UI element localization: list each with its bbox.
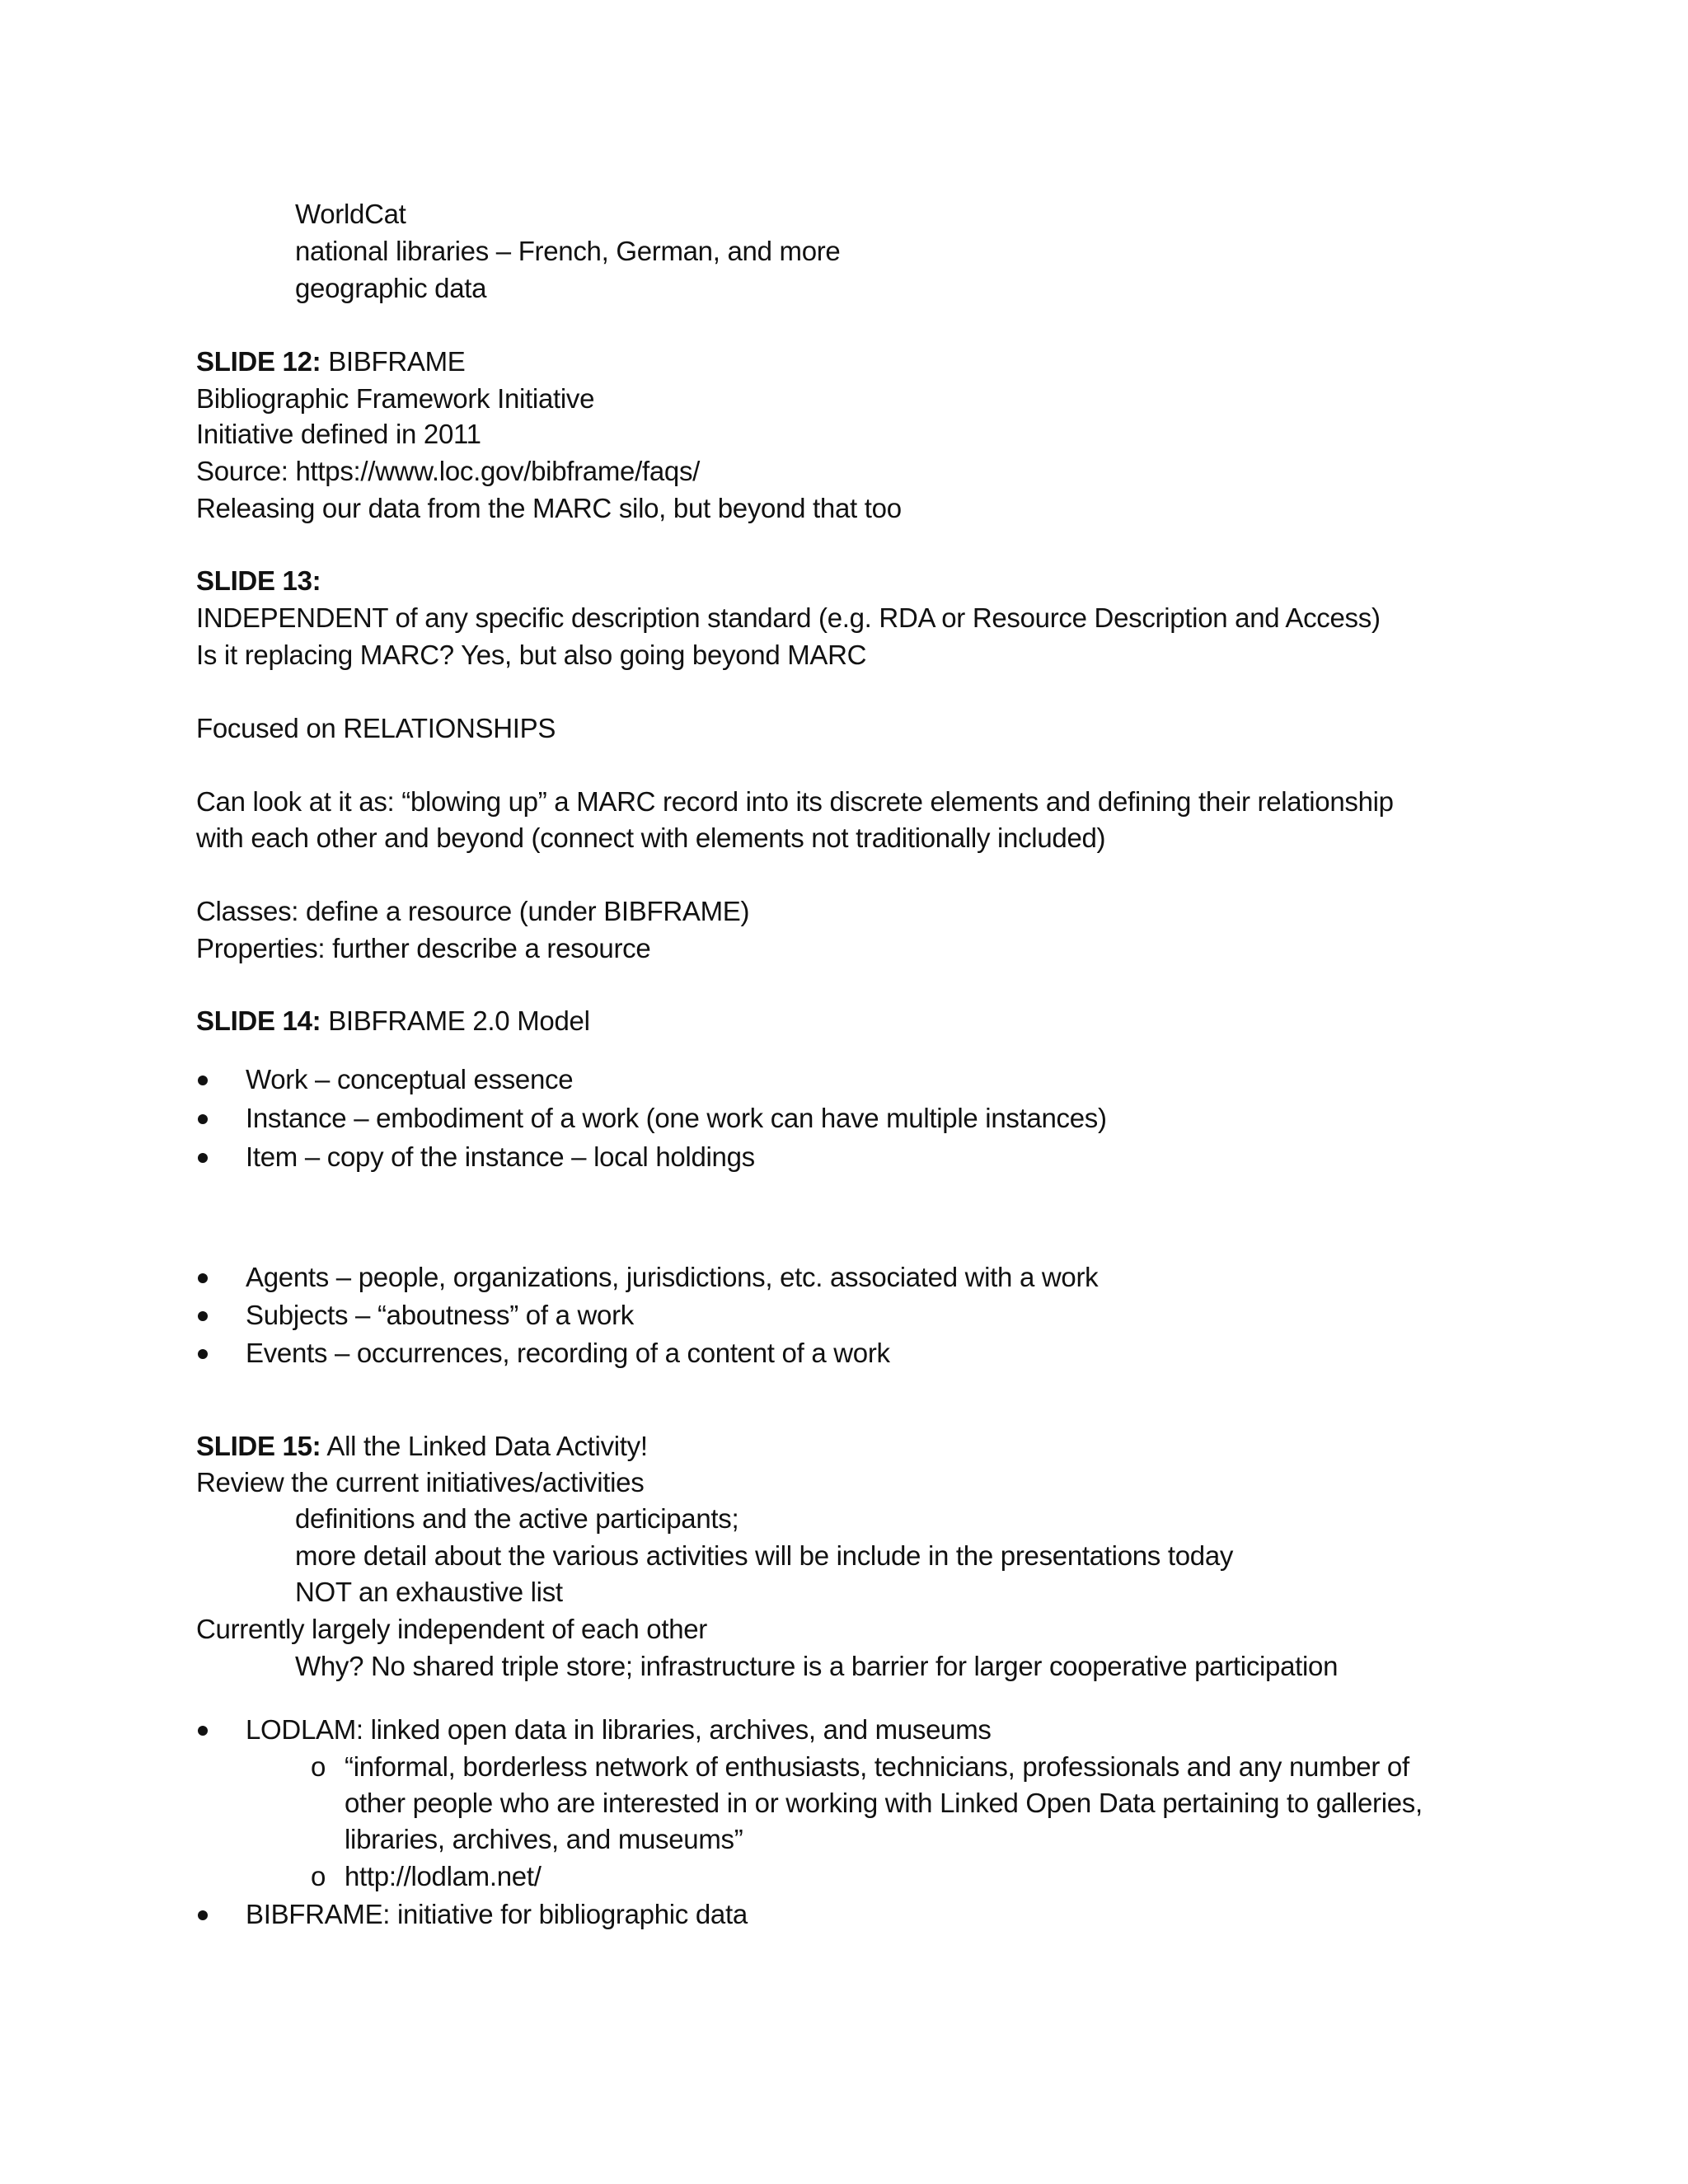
slide-12-label: SLIDE 12: — [196, 346, 321, 377]
slide-12-title: BIBFRAME — [328, 346, 466, 377]
bullet-dot — [198, 1349, 208, 1359]
slide-15-title: All the Linked Data Activity! — [326, 1431, 648, 1461]
slide-13-line: INDEPENDENT of any specific description standard (e.g. RDA or Resource Description and Access) — [196, 602, 1381, 633]
slide-12-line — [196, 457, 700, 485]
sub-list-item-url: http://lodlam.net/ — [345, 1861, 542, 1891]
slide-13-line: Classes: define a resource (under BIBFRAME) — [196, 896, 750, 926]
slide-13-line: with each other and beyond (connect with elements not traditionally included) — [196, 823, 1106, 853]
slide-15-line: Currently largely independent of each other — [196, 1614, 707, 1644]
slide-14-heading — [196, 1007, 590, 1034]
bullet-dot — [198, 1273, 208, 1283]
slide-15-indent-line: Why? No shared triple store; infrastructure is a barrier for larger cooperative participation — [295, 1651, 1339, 1681]
bullet-dot — [198, 1153, 208, 1163]
slide-13-line: Focused on RELATIONSHIPS — [196, 713, 556, 743]
slide-15-heading — [196, 1432, 648, 1460]
slide-12-line: Initiative defined in 2011 — [196, 419, 481, 449]
list-item-lodlam: LODLAM: linked open data in libraries, archives, and museums — [246, 1714, 992, 1745]
slide-13-line: Is it replacing MARC? Yes, but also going beyond MARC — [196, 640, 867, 670]
bullet-dot — [198, 1114, 208, 1124]
list-item: Work – conceptual essence — [246, 1064, 574, 1094]
sub-list-item-continued: libraries, archives, and museums” — [345, 1824, 743, 1854]
sub-bullet-marker: o — [311, 1861, 326, 1891]
slide-15-indent-line: definitions and the active participants; — [295, 1503, 739, 1534]
bullet-dot — [198, 1726, 208, 1736]
slide-15-indent-line: more detail about the various activities will be include in the presentations today — [295, 1540, 1234, 1571]
slide-15-line: Review the current initiatives/activities — [196, 1467, 645, 1497]
list-item: Events – occurrences, recording of a content of a work — [246, 1338, 890, 1368]
list-item: Instance – embodiment of a work (one work can have multiple instances) — [246, 1103, 1107, 1133]
sub-list-item: “informal, borderless network of enthusiasts, technicians, professionals and any number of — [345, 1751, 1409, 1782]
slide-13-line: Can look at it as: “blowing up” a MARC record into its discrete elements and defining their relationship — [196, 786, 1394, 817]
slide-12-heading — [196, 348, 466, 375]
list-item: Subjects – “aboutness” of a work — [246, 1300, 634, 1330]
sub-bullet-marker: o — [311, 1751, 326, 1782]
list-item: Item – copy of the instance – local holdings — [246, 1141, 755, 1172]
slide-12-line: Bibliographic Framework Initiative — [196, 383, 595, 414]
intro-line: WorldCat — [295, 199, 406, 229]
slide-13-label: SLIDE 13: — [196, 565, 321, 596]
slide-14-title: BIBFRAME 2.0 Model — [328, 1005, 590, 1036]
bullet-dot — [198, 1910, 208, 1920]
sub-list-item-continued: other people who are interested in or working with Linked Open Data pertaining to galleries, — [345, 1788, 1423, 1818]
source-url-text: Source: https://www.loc.gov/bibframe/faqs/ — [196, 456, 701, 486]
slide-12-line: Releasing our data from the MARC silo, but beyond that too — [196, 493, 902, 523]
list-item: Agents – people, organizations, jurisdictions, etc. associated with a work — [246, 1262, 1099, 1292]
slide-13-line: Properties: further describe a resource — [196, 933, 651, 963]
slide-15-indent-line: NOT an exhaustive list — [295, 1577, 563, 1607]
slide-15-label: SLIDE 15: — [196, 1431, 321, 1461]
bullet-dot — [198, 1311, 208, 1321]
slide-14-label: SLIDE 14: — [196, 1005, 321, 1036]
intro-line: geographic data — [295, 273, 487, 303]
intro-line: national libraries – French, German, and more — [295, 236, 841, 266]
bullet-dot — [198, 1076, 208, 1085]
list-item-bibframe: BIBFRAME: initiative for bibliographic data — [246, 1899, 748, 1929]
